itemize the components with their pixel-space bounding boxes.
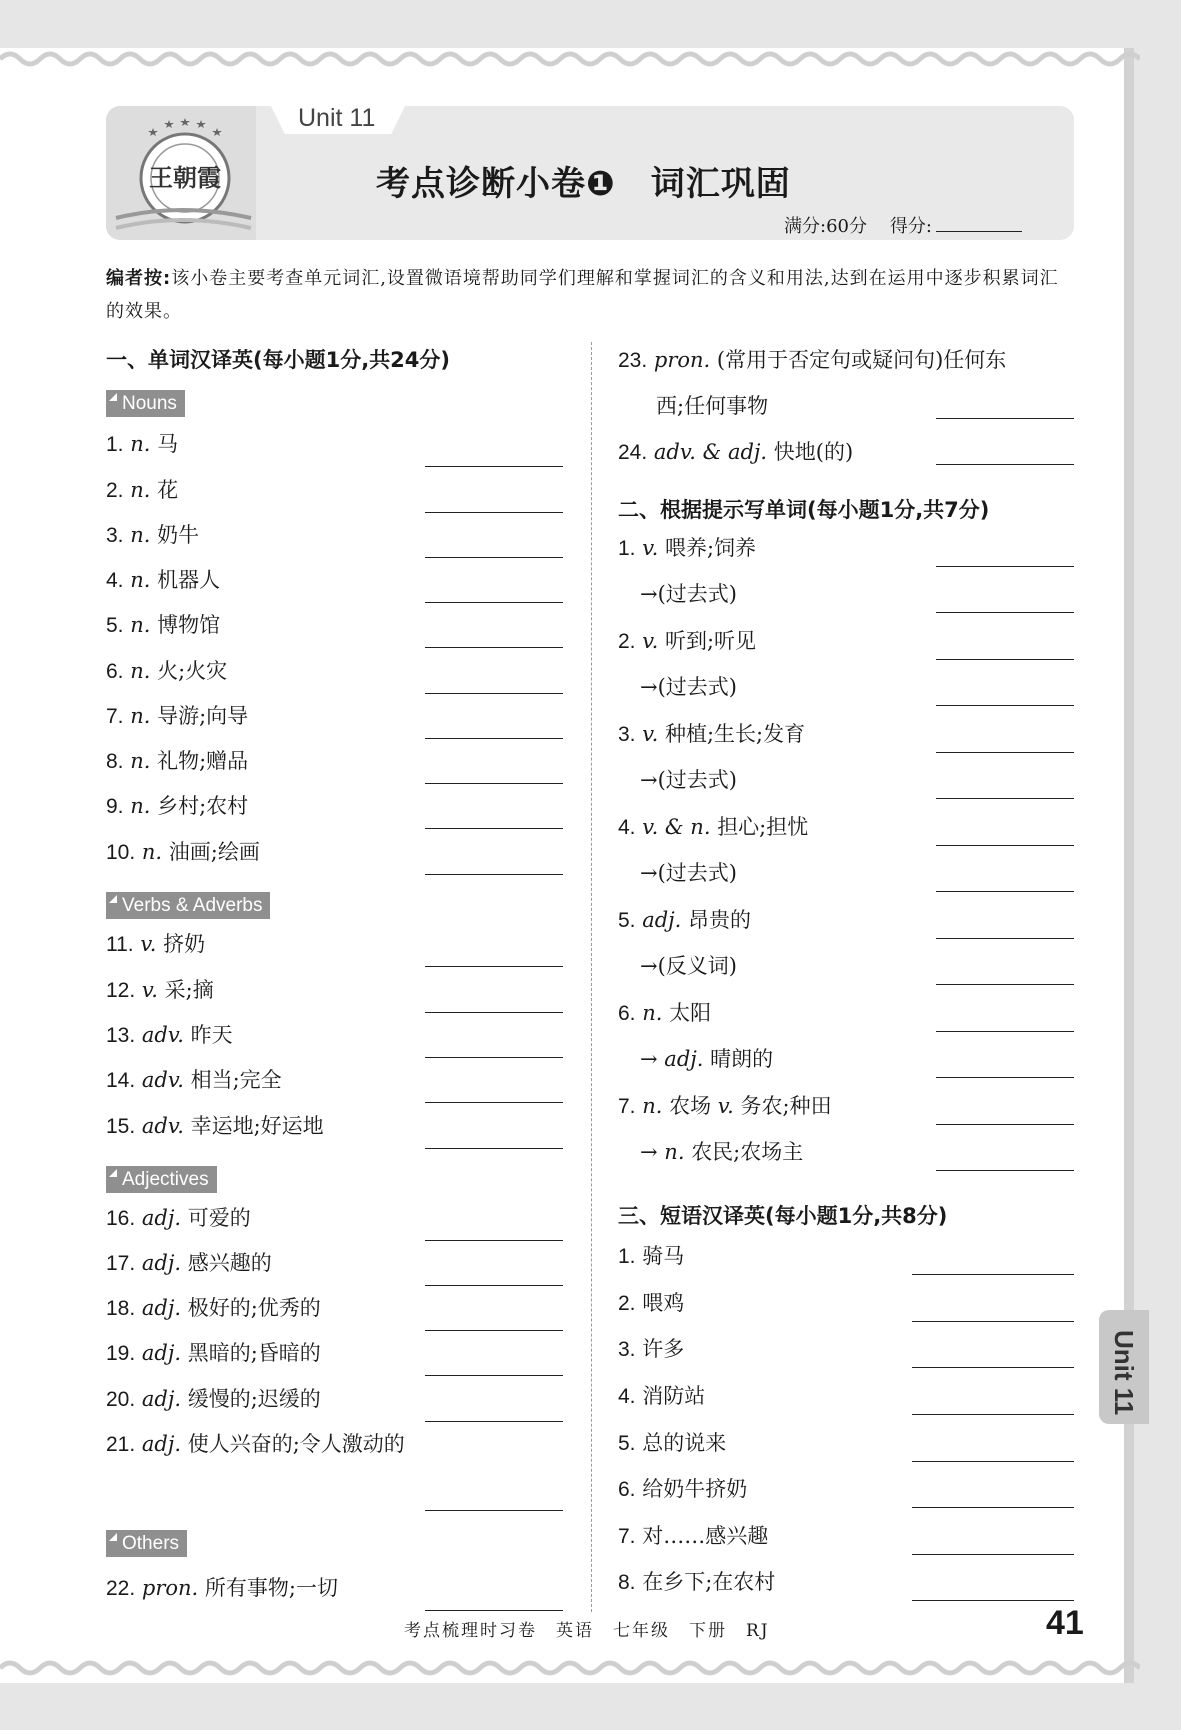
- publisher-logo: [106, 106, 256, 240]
- question-item: [106, 974, 214, 1004]
- answer-blank[interactable]: [425, 602, 563, 603]
- score-line: [784, 212, 1022, 238]
- question-text: 晴朗的: [710, 1047, 774, 1071]
- question-item: [106, 1247, 272, 1277]
- part-of-speech: adj.: [141, 1341, 182, 1365]
- question-number: 8.: [618, 1571, 636, 1594]
- question-number: 17.: [106, 1252, 136, 1275]
- answer-blank[interactable]: [936, 1124, 1074, 1125]
- question-item: [106, 564, 220, 594]
- page-title: 考点诊断小卷❶ 词汇巩固: [376, 164, 791, 204]
- question-text: 极好的;优秀的: [187, 1296, 321, 1320]
- question-number: 3.: [618, 723, 636, 746]
- question-number: 6.: [618, 1478, 636, 1501]
- question-text: 消防站: [642, 1384, 706, 1408]
- answer-blank[interactable]: [936, 1031, 1074, 1032]
- question-text: 博物馆: [157, 613, 221, 637]
- section-title-1: 一、单词汉译英(每小题1分,共24分): [106, 348, 451, 372]
- question-item: [618, 1333, 684, 1363]
- question-number: 10.: [106, 841, 136, 864]
- question-number: 6.: [106, 660, 124, 683]
- answer-blank[interactable]: [912, 1367, 1074, 1368]
- question-text: 昨天: [190, 1023, 233, 1047]
- part-of-speech: adj.: [141, 1206, 182, 1230]
- question-item: [618, 1520, 768, 1550]
- part-of-speech: adv.: [141, 1068, 184, 1092]
- part-of-speech: adj.: [642, 908, 682, 932]
- answer-blank[interactable]: [936, 938, 1074, 939]
- question-text: 奶牛: [157, 523, 200, 547]
- question-item: [106, 700, 248, 730]
- question-item: [618, 1427, 726, 1457]
- part-of-speech: v.: [642, 536, 659, 560]
- question-hint: →(过去式): [640, 861, 737, 885]
- answer-blank[interactable]: [425, 512, 563, 513]
- answer-blank[interactable]: [425, 874, 563, 875]
- question-text: 农场: [669, 1094, 712, 1118]
- answer-blank[interactable]: [936, 659, 1074, 660]
- score-blank[interactable]: [936, 231, 1022, 232]
- question-item: [106, 474, 178, 504]
- question-text: 导游;向导: [157, 704, 249, 728]
- question-item: [618, 904, 751, 934]
- part-of-speech: n.: [130, 749, 151, 773]
- editor-note: [106, 262, 1076, 328]
- question-text: 幸运地;好运地: [190, 1114, 324, 1138]
- answer-blank[interactable]: [936, 566, 1074, 567]
- answer-blank[interactable]: [425, 466, 563, 467]
- part-of-speech: pron.: [141, 1576, 199, 1600]
- answer-blank[interactable]: [912, 1507, 1074, 1508]
- question-number: 4.: [618, 1385, 636, 1408]
- question-number: 2.: [618, 1292, 636, 1315]
- question-number: 19.: [106, 1342, 136, 1365]
- question-item: [106, 609, 220, 639]
- question-number: 1.: [618, 1245, 636, 1268]
- part-of-speech: n.: [130, 523, 151, 547]
- question-number: 18.: [106, 1297, 136, 1320]
- question-text: 总的说来: [642, 1431, 727, 1455]
- question-number: 24.: [618, 441, 648, 464]
- question-hint: →(反义词): [640, 954, 737, 978]
- answer-blank[interactable]: [425, 1012, 563, 1013]
- question-number: 3.: [106, 524, 124, 547]
- question-item: [106, 1428, 405, 1458]
- answer-blank[interactable]: [425, 738, 563, 739]
- question-text: 可爱的: [187, 1206, 251, 1230]
- question-item: [618, 436, 853, 466]
- question-number: 22.: [106, 1577, 136, 1600]
- part-of-speech: n.: [130, 613, 151, 637]
- part-of-speech: n.: [642, 1001, 663, 1025]
- answer-blank[interactable]: [425, 1330, 563, 1331]
- question-text: 给奶牛挤奶: [642, 1477, 748, 1501]
- full-score: 满分:60分: [784, 216, 867, 237]
- part-of-speech: v. & n.: [642, 815, 711, 839]
- question-item: [106, 836, 260, 866]
- question-number: 20.: [106, 1388, 136, 1411]
- answer-blank[interactable]: [425, 828, 563, 829]
- answer-blank[interactable]: [425, 1421, 563, 1422]
- question-item: [106, 928, 205, 958]
- question-item: [618, 1380, 705, 1410]
- category-label: Nouns: [106, 390, 185, 417]
- question-number: 5.: [618, 909, 636, 932]
- question-item: [618, 344, 1006, 374]
- part-of-speech: adj.: [141, 1432, 182, 1456]
- question-item: [106, 519, 199, 549]
- note-label: 编者按:: [106, 268, 172, 289]
- svg-text:王朝霞: 王朝霞: [149, 163, 221, 192]
- question-number: 13.: [106, 1024, 136, 1047]
- answer-blank[interactable]: [912, 1321, 1074, 1322]
- question-number: 7.: [618, 1095, 636, 1118]
- question-number: 7.: [618, 1525, 636, 1548]
- answer-blank[interactable]: [936, 418, 1074, 419]
- question-number: 1.: [618, 537, 636, 560]
- question-text: 听到;听见: [664, 629, 757, 653]
- part-of-speech: adv. & adj.: [653, 440, 768, 464]
- question-hint: →(过去式): [640, 582, 737, 606]
- question-item: [640, 1043, 773, 1073]
- part-of-speech: n.: [130, 659, 151, 683]
- question-item: [618, 811, 808, 841]
- answer-blank[interactable]: [912, 1414, 1074, 1415]
- answer-blank[interactable]: [425, 1510, 563, 1511]
- question-text: 礼物;赠品: [157, 749, 249, 773]
- answer-blank[interactable]: [425, 1240, 563, 1241]
- question-text: 快地(的): [773, 440, 854, 464]
- answer-blank[interactable]: [425, 1102, 563, 1103]
- question-item: [106, 1337, 321, 1367]
- category-label: Others: [106, 1530, 187, 1557]
- answer-blank[interactable]: [425, 1610, 563, 1611]
- question-number: 2.: [106, 479, 124, 502]
- question-item: [106, 790, 248, 820]
- answer-blank[interactable]: [936, 612, 1074, 613]
- wave-border-bottom: [0, 1655, 1140, 1681]
- page-number: 41: [1046, 1604, 1084, 1642]
- answer-blank[interactable]: [936, 1077, 1074, 1078]
- category-label: Adjectives: [106, 1166, 217, 1193]
- question-text: (常用于否定句或疑问句)任何东: [716, 348, 1007, 372]
- part-of-speech: pron.: [653, 348, 711, 372]
- part-of-speech: adj.: [664, 1047, 704, 1071]
- question-text: 所有事物;一切: [204, 1576, 338, 1600]
- note-text: 该小卷主要考查单元词汇,设置微语境帮助同学们理解和掌握词汇的含义和用法,达到在运用中逐步积累词汇的效果。: [106, 268, 1059, 322]
- question-item: [618, 1090, 832, 1120]
- answer-blank[interactable]: [912, 1461, 1074, 1462]
- question-number: 4.: [618, 816, 636, 839]
- question-number: 2.: [618, 630, 636, 653]
- question-text: 在乡下;在农村: [642, 1570, 776, 1594]
- section-title-2: 二、根据提示写单词(每小题1分,共7分): [618, 498, 990, 522]
- question-text: 机器人: [157, 568, 221, 592]
- question-number: 3.: [618, 1338, 636, 1361]
- footer-text: 考点梳理时习卷 英语 七年级 下册 RJ: [404, 1621, 770, 1641]
- question-number: 4.: [106, 569, 124, 592]
- part-of-speech: n.: [130, 432, 151, 456]
- answer-blank[interactable]: [912, 1554, 1074, 1555]
- side-unit-label: Unit 11: [1109, 1330, 1139, 1416]
- score-label: 得分:: [889, 216, 932, 237]
- question-text: 骑马: [642, 1244, 685, 1268]
- question-text: 相当;完全: [190, 1068, 282, 1092]
- question-hint: →(过去式): [640, 675, 737, 699]
- question-text: 许多: [642, 1337, 685, 1361]
- part-of-speech: v.: [717, 1094, 734, 1118]
- part-of-speech: adv.: [141, 1023, 184, 1047]
- question-text: 黑暗的;昏暗的: [187, 1341, 321, 1365]
- question-text: 太阳: [669, 1001, 712, 1025]
- question-number: 7.: [106, 705, 124, 728]
- answer-blank[interactable]: [936, 891, 1074, 892]
- part-of-speech: adj.: [141, 1296, 182, 1320]
- answer-blank[interactable]: [912, 1274, 1074, 1275]
- question-text: 缓慢的;迟缓的: [187, 1387, 321, 1411]
- section-title-3: 三、短语汉译英(每小题1分,共8分): [618, 1204, 948, 1228]
- question-text: 务农;种田: [740, 1094, 832, 1118]
- question-item: [106, 1064, 282, 1094]
- column-divider: [591, 342, 592, 1612]
- question-item: [618, 625, 756, 655]
- question-item: [106, 1202, 251, 1232]
- question-number: 21.: [106, 1433, 136, 1456]
- question-text: 油画;绘画: [168, 840, 260, 864]
- question-number: 23.: [618, 349, 648, 372]
- question-item: [618, 532, 756, 562]
- question-number: 8.: [106, 750, 124, 773]
- answer-blank[interactable]: [936, 1170, 1074, 1171]
- question-number: 11.: [106, 933, 134, 956]
- question-number: 1.: [106, 433, 124, 456]
- question-text-continued: 西;任何事物: [656, 394, 769, 418]
- answer-blank[interactable]: [912, 1600, 1074, 1601]
- question-item: [106, 1110, 324, 1140]
- question-text: 马: [157, 432, 179, 456]
- question-text: 对……感兴趣: [642, 1524, 769, 1548]
- question-item: [640, 1136, 803, 1166]
- question-item: [618, 1566, 775, 1596]
- question-number: 12.: [106, 979, 136, 1002]
- part-of-speech: v.: [642, 722, 659, 746]
- answer-blank[interactable]: [425, 693, 563, 694]
- answer-blank[interactable]: [425, 557, 563, 558]
- question-text: →: [640, 1140, 658, 1164]
- question-item: [106, 745, 248, 775]
- question-number: 9.: [106, 795, 124, 818]
- part-of-speech: v.: [642, 629, 659, 653]
- question-text: 农民;农场主: [691, 1140, 804, 1164]
- answer-blank[interactable]: [936, 798, 1074, 799]
- answer-blank[interactable]: [425, 1057, 563, 1058]
- question-item: [106, 1019, 233, 1049]
- part-of-speech: n.: [130, 794, 151, 818]
- answer-blank[interactable]: [936, 984, 1074, 985]
- question-item: [106, 428, 178, 458]
- answer-blank[interactable]: [425, 647, 563, 648]
- part-of-speech: n.: [130, 568, 151, 592]
- question-item: [106, 1572, 338, 1602]
- question-text: 火;火灾: [157, 659, 228, 683]
- wave-border-top: [0, 46, 1140, 72]
- answer-blank[interactable]: [936, 845, 1074, 846]
- question-item: [618, 1287, 684, 1317]
- question-text: 喂鸡: [642, 1291, 685, 1315]
- question-hint: →(过去式): [640, 768, 737, 792]
- question-text: 花: [157, 478, 179, 502]
- part-of-speech: n.: [664, 1140, 685, 1164]
- question-text: 担心;担忧: [717, 815, 809, 839]
- answer-blank[interactable]: [425, 1148, 563, 1149]
- part-of-speech: n.: [130, 704, 151, 728]
- question-text: 挤奶: [163, 932, 206, 956]
- part-of-speech: adj.: [141, 1251, 182, 1275]
- part-of-speech: n.: [642, 1094, 663, 1118]
- answer-blank[interactable]: [936, 752, 1074, 753]
- part-of-speech: v.: [140, 932, 157, 956]
- part-of-speech: v.: [141, 978, 158, 1002]
- question-item: [618, 718, 805, 748]
- question-text: →: [640, 1047, 658, 1071]
- question-item: [618, 997, 711, 1027]
- question-text: 昂贵的: [688, 908, 752, 932]
- answer-blank[interactable]: [936, 464, 1074, 465]
- question-item: [618, 1240, 684, 1270]
- answer-blank[interactable]: [936, 705, 1074, 706]
- part-of-speech: n.: [141, 840, 163, 864]
- category-label: Verbs & Adverbs: [106, 892, 270, 919]
- question-number: 6.: [618, 1002, 636, 1025]
- question-number: 15.: [106, 1115, 136, 1138]
- question-text: 喂养;饲养: [664, 536, 757, 560]
- answer-blank[interactable]: [425, 966, 563, 967]
- question-number: 5.: [618, 1432, 636, 1455]
- question-item: [106, 1292, 321, 1322]
- part-of-speech: n.: [130, 478, 151, 502]
- question-number: 16.: [106, 1207, 136, 1230]
- question-text: 感兴趣的: [187, 1251, 272, 1275]
- part-of-speech: adv.: [141, 1114, 184, 1138]
- question-text: 使人兴奋的;令人激动的: [187, 1432, 405, 1456]
- answer-blank[interactable]: [425, 783, 563, 784]
- question-text: 乡村;农村: [157, 794, 249, 818]
- answer-blank[interactable]: [425, 1285, 563, 1286]
- question-text: 种植;生长;发育: [664, 722, 806, 746]
- question-text: 采;摘: [164, 978, 214, 1002]
- unit-label: Unit 11: [298, 104, 376, 132]
- question-number: 5.: [106, 614, 124, 637]
- question-item: [618, 1473, 747, 1503]
- part-of-speech: adj.: [141, 1387, 182, 1411]
- question-number: 14.: [106, 1069, 136, 1092]
- answer-blank[interactable]: [425, 1375, 563, 1376]
- question-item: [106, 655, 227, 685]
- question-item: [106, 1383, 321, 1413]
